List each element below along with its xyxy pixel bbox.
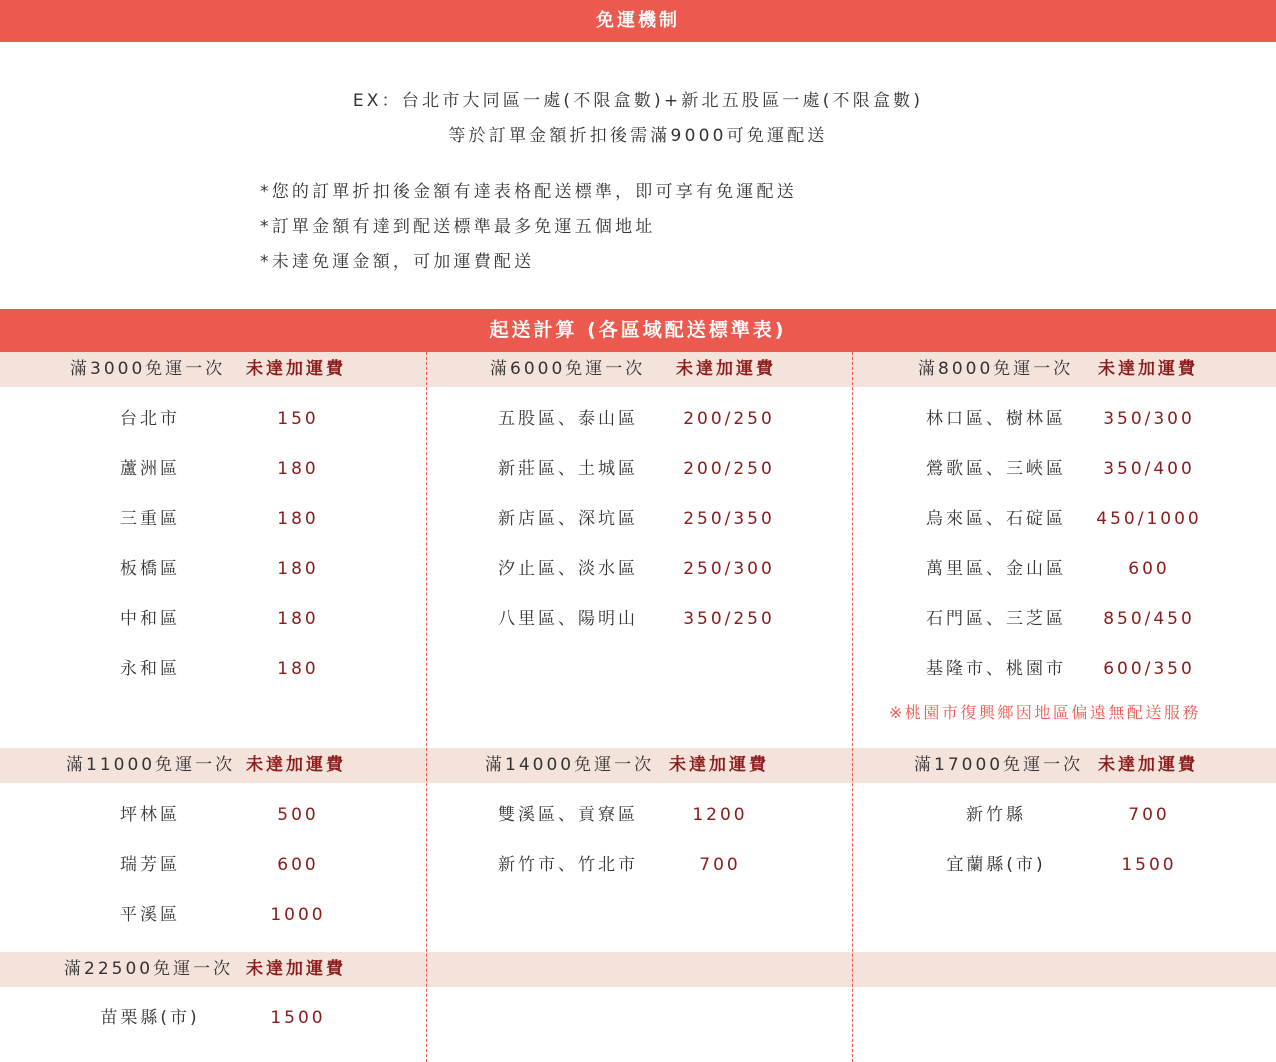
area-name: 台北市 xyxy=(120,409,180,429)
area-name: 宜蘭縣(市) xyxy=(946,855,1046,875)
area-name: 坪林區 xyxy=(120,805,180,825)
area-name: 石門區、三芝區 xyxy=(926,609,1066,629)
area-name: 永和區 xyxy=(120,659,180,679)
area-name: 蘆洲區 xyxy=(120,459,180,479)
example-line-1: EX：台北市大同區一處(不限盒數)+新北五股區一處(不限盒數) xyxy=(352,91,924,111)
area-fee: 180 xyxy=(277,559,319,579)
surcharge-label: 未達加運費 xyxy=(1098,359,1198,379)
area-fee: 150 xyxy=(277,409,319,429)
section-threshold: 滿8000免運一次 xyxy=(918,359,1074,379)
area-fee: 600 xyxy=(1128,559,1170,579)
delivery-standard-table-title: 起送計算 (各區域配送標準表) xyxy=(0,309,1276,352)
area-name: 瑞芳區 xyxy=(120,855,180,875)
area-fee: 180 xyxy=(277,609,319,629)
section-threshold: 滿3000免運一次 xyxy=(70,359,226,379)
note-3: *未達免運金額，可加運費配送 xyxy=(260,252,535,272)
section-threshold: 滿11000免運一次 xyxy=(66,755,236,775)
section-threshold: 滿6000免運一次 xyxy=(490,359,646,379)
area-name: 新竹市、竹北市 xyxy=(498,855,638,875)
example-line-2: 等於訂單金額折扣後需滿9000可免運配送 xyxy=(448,126,828,146)
area-name: 林口區、樹林區 xyxy=(926,409,1066,429)
note-1: *您的訂單折扣後金額有達表格配送標準，即可享有免運配送 xyxy=(260,182,797,202)
section-threshold: 滿22500免運一次 xyxy=(64,959,234,979)
surcharge-label: 未達加運費 xyxy=(246,755,346,775)
area-name: 板橋區 xyxy=(120,559,180,579)
surcharge-label: 未達加運費 xyxy=(246,359,346,379)
area-name: 鶯歌區、三峽區 xyxy=(926,459,1066,479)
area-name: 平溪區 xyxy=(120,905,180,925)
area-fee: 500 xyxy=(277,805,319,825)
free-shipping-title: 免運機制 xyxy=(0,0,1276,42)
area-name: 三重區 xyxy=(120,509,180,529)
remote-area-remark: ※桃園市復興鄉因地區偏遠無配送服務 xyxy=(889,703,1201,722)
column-divider-1 xyxy=(426,352,427,1062)
area-fee: 200/250 xyxy=(683,409,775,429)
area-fee: 1500 xyxy=(1121,855,1177,875)
area-fee: 700 xyxy=(1128,805,1170,825)
area-fee: 1200 xyxy=(692,805,748,825)
area-name: 新竹縣 xyxy=(966,805,1026,825)
surcharge-label: 未達加運費 xyxy=(669,755,769,775)
area-fee: 600/350 xyxy=(1103,659,1195,679)
area-name: 雙溪區、貢寮區 xyxy=(498,805,638,825)
area-fee: 250/300 xyxy=(683,559,775,579)
area-name: 五股區、泰山區 xyxy=(498,409,638,429)
area-name: 烏來區、石碇區 xyxy=(926,509,1066,529)
area-name: 汐止區、淡水區 xyxy=(498,559,638,579)
area-fee: 350/250 xyxy=(683,609,775,629)
area-name: 基隆市、桃園市 xyxy=(926,659,1066,679)
section-threshold: 滿14000免運一次 xyxy=(485,755,655,775)
area-name: 新店區、深坑區 xyxy=(498,509,638,529)
surcharge-label: 未達加運費 xyxy=(246,959,346,979)
area-fee: 450/1000 xyxy=(1096,509,1202,529)
section-threshold: 滿17000免運一次 xyxy=(914,755,1084,775)
area-fee: 700 xyxy=(699,855,741,875)
area-fee: 350/400 xyxy=(1103,459,1195,479)
area-name: 中和區 xyxy=(120,609,180,629)
area-name: 苗栗縣(市) xyxy=(100,1008,200,1028)
area-fee: 200/250 xyxy=(683,459,775,479)
area-fee: 180 xyxy=(277,659,319,679)
area-fee: 850/450 xyxy=(1103,609,1195,629)
area-name: 萬里區、金山區 xyxy=(926,559,1066,579)
area-fee: 180 xyxy=(277,509,319,529)
area-name: 新莊區、土城區 xyxy=(498,459,638,479)
column-divider-2 xyxy=(852,352,853,1062)
area-fee: 600 xyxy=(277,855,319,875)
area-fee: 250/350 xyxy=(683,509,775,529)
area-name: 八里區、陽明山 xyxy=(498,609,638,629)
area-fee: 180 xyxy=(277,459,319,479)
area-fee: 1500 xyxy=(270,1008,326,1028)
surcharge-label: 未達加運費 xyxy=(1098,755,1198,775)
note-2: *訂單金額有達到配送標準最多免運五個地址 xyxy=(260,217,656,237)
area-fee: 350/300 xyxy=(1103,409,1195,429)
surcharge-label: 未達加運費 xyxy=(676,359,776,379)
area-fee: 1000 xyxy=(270,905,326,925)
